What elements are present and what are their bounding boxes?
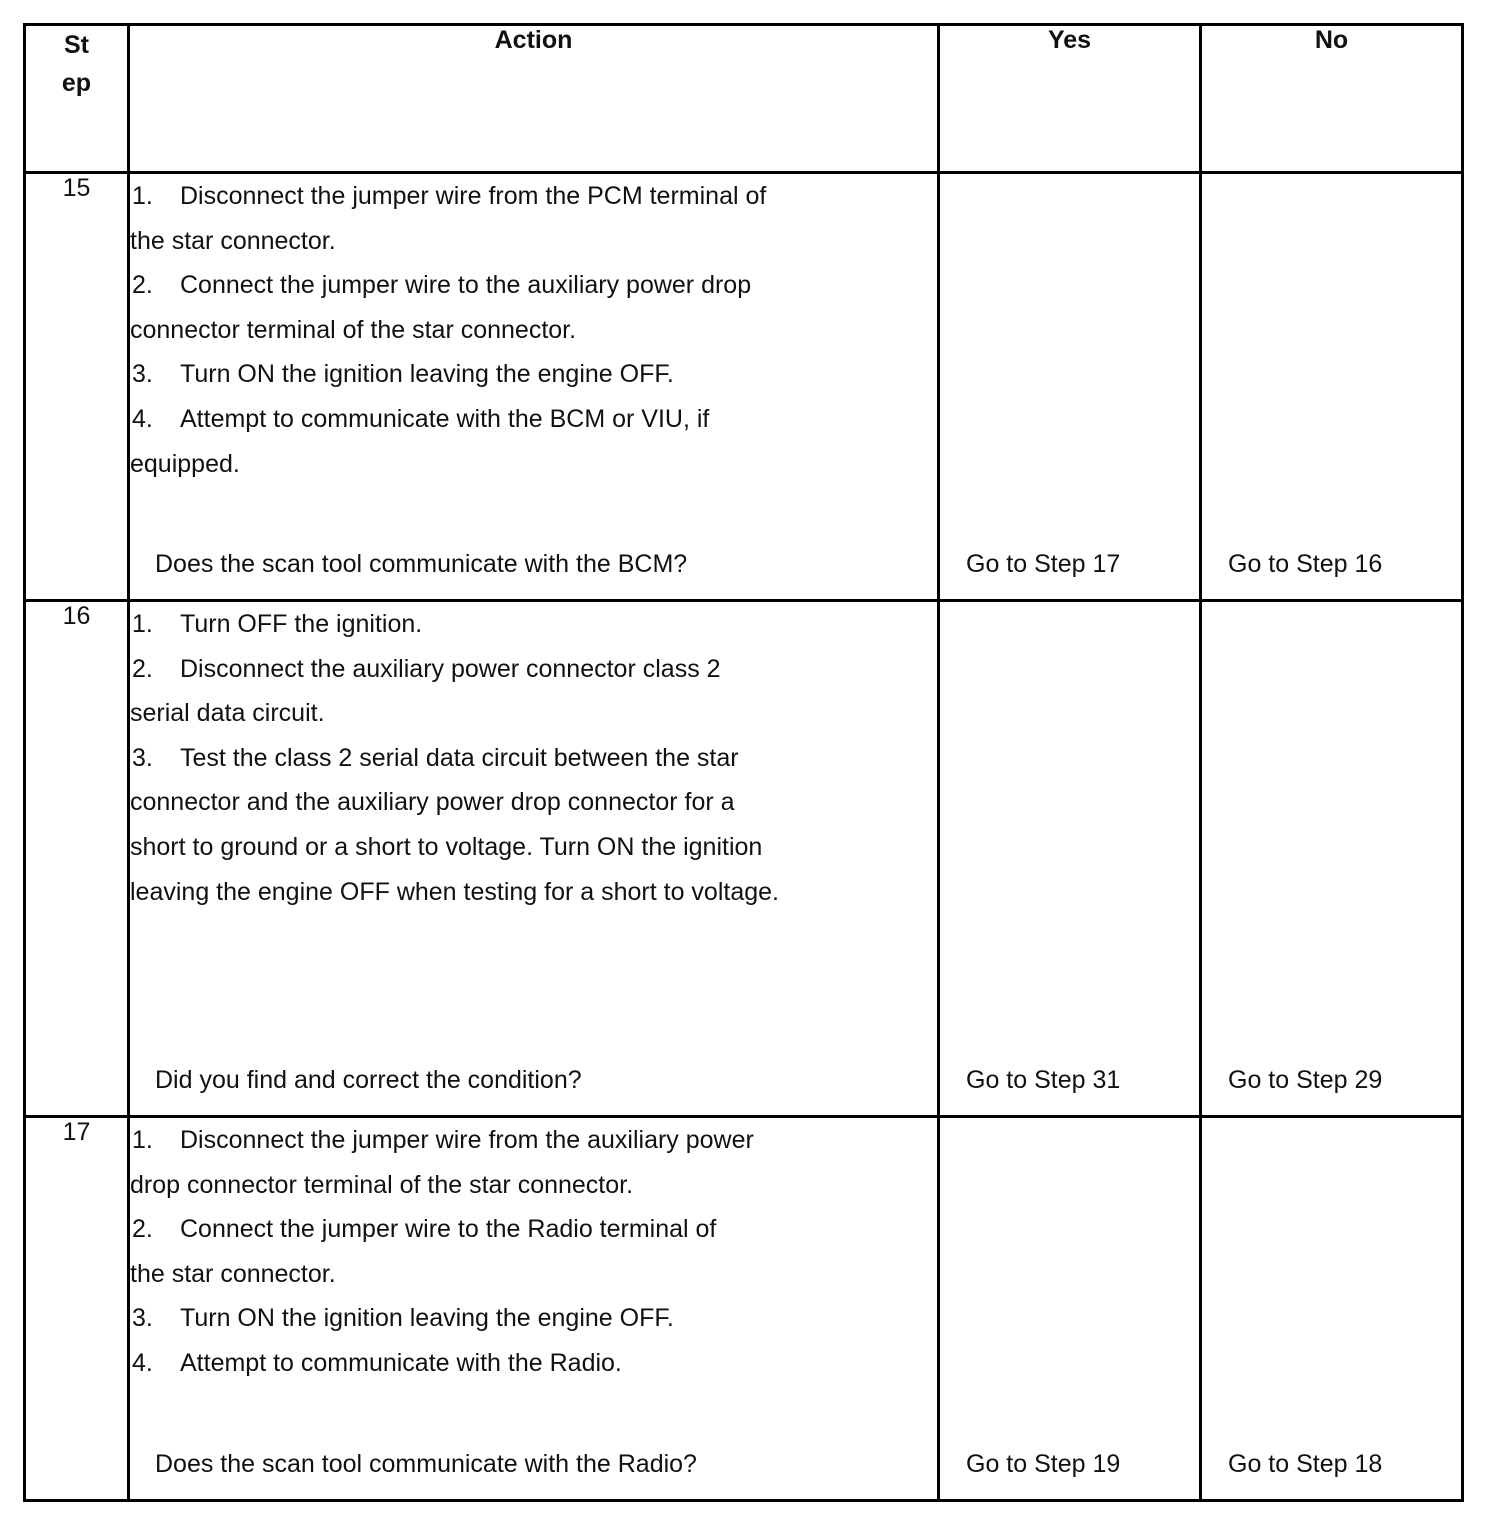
action-line <box>130 1296 937 1341</box>
header-step-line1: St <box>64 31 89 59</box>
line-text: Connect the jumper wire to the auxiliary power drop <box>180 271 752 300</box>
step-number: 17 <box>25 1117 129 1501</box>
no-result: Go to Step 29 <box>1228 1066 1383 1094</box>
action-line <box>130 352 937 397</box>
action-line <box>130 825 937 870</box>
line-number: 4. <box>132 1348 153 1377</box>
yes-cell <box>939 173 1201 601</box>
action-line <box>130 1163 937 1208</box>
action-line <box>130 1252 937 1297</box>
line-number: 3. <box>132 1304 153 1333</box>
line-text: equipped. <box>130 449 240 478</box>
line-number: 1. <box>132 610 153 638</box>
action-line <box>130 1207 937 1252</box>
action-line <box>130 442 937 487</box>
yes-result: Go to Step 19 <box>966 1450 1121 1478</box>
line-number: 3. <box>132 743 153 772</box>
line-number: 2. <box>132 1215 153 1244</box>
no-cell <box>1201 173 1463 601</box>
line-number: 2. <box>132 654 153 683</box>
action-line <box>130 263 937 308</box>
line-number: 4. <box>132 404 153 433</box>
no-result: Go to Step 18 <box>1228 1450 1383 1478</box>
step-number: 16 <box>25 601 129 1117</box>
line-text: Disconnect the jumper wire from the auxiliary power <box>180 1126 754 1154</box>
line-text: Turn ON the ignition leaving the engine OFF. <box>180 360 674 389</box>
action-line <box>130 647 937 692</box>
line-text: short to ground or a short to voltage. Turn ON the ignition <box>130 832 763 861</box>
yes-cell <box>939 601 1201 1117</box>
line-number: 3. <box>132 360 153 389</box>
no-cell <box>1201 1117 1463 1501</box>
action-cell <box>129 1117 939 1501</box>
action-line <box>130 870 937 915</box>
header-no: No <box>1201 25 1463 173</box>
line-text: connector and the auxiliary power drop connector for a <box>130 788 735 817</box>
action-line <box>130 219 937 264</box>
action-question: Does the scan tool communicate with the Radio? <box>155 1450 697 1478</box>
header-yes: Yes <box>939 25 1201 173</box>
yes-result: Go to Step 17 <box>966 550 1121 578</box>
table-row <box>25 1117 1463 1501</box>
header-step <box>25 25 129 173</box>
line-text: Attempt to communicate with the BCM or VIU, if <box>180 404 710 433</box>
action-line <box>130 602 937 647</box>
action-line <box>130 397 937 442</box>
line-text: leaving the engine OFF when testing for a short to voltage. <box>130 877 779 906</box>
line-number: 2. <box>132 271 153 300</box>
action-line <box>130 174 937 219</box>
line-text: Disconnect the auxiliary power connector class 2 <box>180 654 721 683</box>
line-text: drop connector terminal of the star connector. <box>130 1170 634 1199</box>
yes-cell <box>939 1117 1201 1501</box>
yes-result: Go to Step 31 <box>966 1066 1121 1094</box>
line-number: 1. <box>132 182 153 210</box>
action-line <box>130 736 937 781</box>
line-text: Disconnect the jumper wire from the PCM terminal of <box>180 182 767 210</box>
header-row <box>25 25 1463 173</box>
no-cell <box>1201 601 1463 1117</box>
line-text: the star connector. <box>130 226 336 255</box>
action-line <box>130 780 937 825</box>
action-cell <box>129 173 939 601</box>
line-text: the star connector. <box>130 1259 336 1288</box>
line-number: 1. <box>132 1126 153 1154</box>
table-row <box>25 601 1463 1117</box>
line-text: Connect the jumper wire to the Radio terminal of <box>180 1215 717 1244</box>
line-text: serial data circuit. <box>130 699 325 728</box>
line-text: Turn OFF the ignition. <box>180 610 423 638</box>
line-text: connector terminal of the star connector. <box>130 315 577 344</box>
action-cell <box>129 601 939 1117</box>
line-text: Turn ON the ignition leaving the engine OFF. <box>180 1304 674 1333</box>
table-row <box>25 173 1463 601</box>
action-line <box>130 1341 937 1386</box>
action-steps <box>130 174 937 486</box>
action-question: Did you find and correct the condition? <box>155 1066 582 1094</box>
header-action: Action <box>129 25 939 173</box>
line-text: Test the class 2 serial data circuit between the star <box>180 743 739 772</box>
action-line <box>130 691 937 736</box>
action-line <box>130 1118 937 1163</box>
step-number: 15 <box>25 173 129 601</box>
action-question: Does the scan tool communicate with the BCM? <box>155 550 688 578</box>
no-result: Go to Step 16 <box>1228 550 1383 578</box>
header-step-line2: ep <box>61 69 92 97</box>
diagnostic-table <box>23 23 1464 1502</box>
action-steps <box>130 1118 937 1386</box>
action-steps <box>130 602 937 914</box>
line-text: Attempt to communicate with the Radio. <box>180 1348 622 1377</box>
action-line <box>130 308 937 353</box>
